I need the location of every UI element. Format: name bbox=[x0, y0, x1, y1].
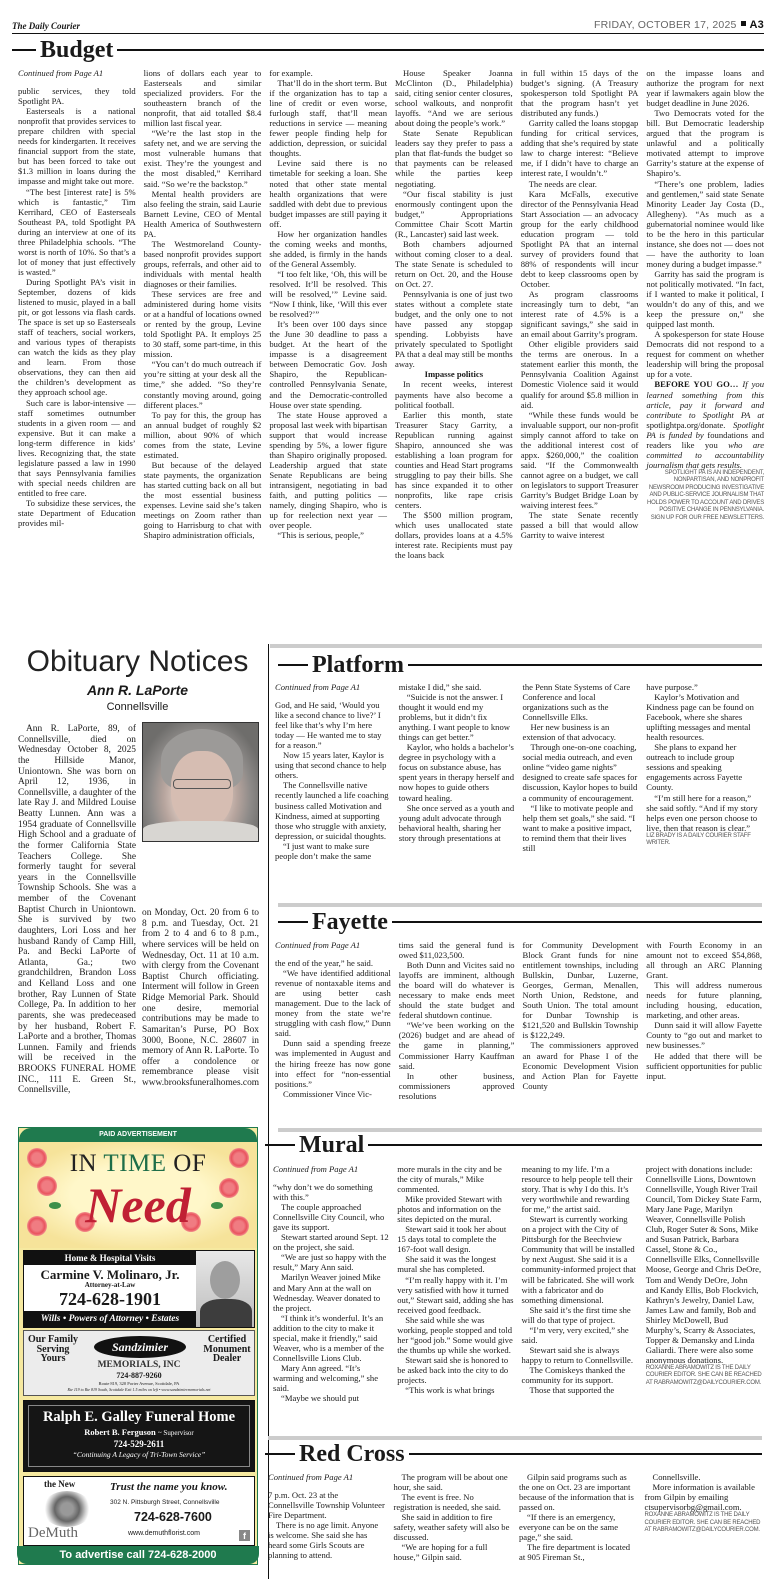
article-paragraph: Other eligible providers said the terms are onerous. In a statement earlier this month, the Pennsylvania Coalition Against Domestic Violence said it would qualify for around $5.8 million in aid. bbox=[520, 339, 639, 410]
demuth-phone: 724-628-7600 bbox=[134, 1510, 212, 1524]
advertise-call: To advertise call 724-628-2000 bbox=[17, 1546, 259, 1564]
facebook-icon: f bbox=[239, 1530, 250, 1541]
article-paragraph: “I think it’s wonderful. It’s an addition to the city to make it special, make it friendly,” said Weaver, who is a member of the Connellsville Lions Club. bbox=[273, 1312, 384, 1363]
article-column bbox=[646, 682, 762, 892]
sandzimier-logo: Sandzimier bbox=[94, 1336, 186, 1358]
demuth-address: 302 N. Pittsburgh Street, Connellsville bbox=[110, 1499, 220, 1506]
article-paragraph: Two Democrats voted for the bill. But Democratic leadership argued that the program is unlawful and a politically motivated attempt to improve Garrity’s stature at the expense of Shapiro’s. bbox=[646, 108, 765, 179]
article-paragraph: Mary Ann agreed. “It’s warming and welcoming,” she said. bbox=[273, 1362, 379, 1393]
article-paragraph: “Suicide is not the answer. I thought it would end my problems, but it didn’t fix anything. I want people to know things can get better.” bbox=[398, 692, 510, 743]
galley-supervisor: Robert B. Ferguson ~ Supervisor bbox=[84, 1427, 194, 1437]
article-paragraph: But because of the delayed state payments, the organization has started cutting back on all but the most essential business expenses. Levine said she’s taken meetings on Zoom rather than going to Harrisburg to chat with Shapiro administration officials, bbox=[143, 459, 262, 541]
article-paragraph: “While these funds would be invaluable support, our non-profit simply cannot afford to take on the additional interest cost of appx. $260,000,” the coalition said. “If the Commonwealth cannot agree on a budget, we call on legislators to support Treasurer Garrity’s Budget Bridge Loan by waiving interest fees.” bbox=[520, 409, 639, 511]
article-paragraph: meaning to my life. I’m a resource to help people tell their story. That is why I do this. It’s very worthwhile and rewarding for me,” the artist said. bbox=[521, 1164, 633, 1215]
article-column bbox=[523, 682, 639, 892]
article-paragraph: Both chambers adjourned without coming closer to a deal. The state Senate is scheduled to return on Oct. 20, and the House on Oct. 27. bbox=[395, 238, 513, 289]
article-paragraph: Commissioner Vince Vic- bbox=[283, 1088, 372, 1099]
demuth-florist-ad bbox=[23, 1476, 255, 1546]
article-column bbox=[395, 68, 513, 628]
article-column bbox=[522, 1164, 638, 1419]
article-paragraph: “I like to motivate people and help them set goals,” she said. “I want to make a positive impact, to remind them that their lives still bbox=[522, 802, 636, 853]
sandzimier-slogan: Our Family Serving Yours bbox=[27, 1334, 79, 1364]
article-paragraph: The event is free. No registration is needed, she said. bbox=[393, 1492, 501, 1513]
article-paragraph: Mike provided Stewart with photos and information on the sites depicted on the mural. bbox=[397, 1194, 502, 1225]
platform-header bbox=[278, 653, 762, 677]
article-paragraph: Dunn said it will allow Fayette County to “go out and market to new businesses.” bbox=[646, 1020, 762, 1051]
article-column bbox=[275, 682, 391, 892]
article-paragraph: The Westmoreland County-based nonprofit provides support groups, referrals, and other aid to individuals with mental health diagnoses or their families. bbox=[143, 238, 262, 289]
article-paragraph: “We are hoping for a full house,” Gilpin said. bbox=[393, 1542, 488, 1563]
article-column bbox=[521, 68, 639, 628]
paid-advertisement bbox=[18, 1127, 258, 1565]
article-paragraph: “The best [interest rate] is 5% which is fantastic,” Tim Kerrihard, CEO of Easterseals Southeast PA, told Spotlight PA during an interview at one of its three Philadelphia schools. “The worst is north of 10%. So that’s a lot of money that just effectively is wasted.” bbox=[18, 186, 136, 277]
obituary-text-left: Ann R. LaPorte, 89, of Connellsville, died on Wednesday October 8, 2025 the Hillside Manor, Uniontown. She was born on April 12, 1936, in Connellsville, a daughter of the late Ray J. and Mildred Louise Beatty Lunnen. Ann was a 1954 graduate of Connellsville High School and a graduate of the former California State Teachers College. She formerly taught for several years in the Connellsville Township Schools. She was a member of the Covenant Baptist Church in Uniontown. She is survived by two daughters, Lori Loss and her husband Randy of Camp Hill, Pa. and Becki LaPorte of Atlanta, Ga.; two grandchildren, Brandon Loss and Kelland Loss and one brother, Ray Lunnen of State College, Pa. In addition to her parents, she was predeceased by her husband, Robert F. LaPorte and a brother, Thomas Lunnen. Family and friends will be received in the BROOKS FUNERAL HOME INC., 111 E. Green St., Connellsville, bbox=[18, 724, 136, 1096]
sandzimier-company: MEMORIALS, INC bbox=[97, 1360, 181, 1370]
continued-from-label: Continued from Page A1 bbox=[275, 682, 361, 692]
article-paragraph: “I’m very, very excited,” she said. bbox=[521, 1324, 629, 1345]
article-paragraph: She said it was the longest mural she has completed. bbox=[397, 1254, 497, 1275]
flower-bouquet-icon bbox=[42, 1491, 92, 1527]
mural-header bbox=[265, 1133, 762, 1157]
article-paragraph: The $500 million program, which uses unallocated state dollars, provides loans at a 4.5% interest rate. Recipients must pay the loans back bbox=[395, 510, 513, 561]
article-paragraph: “If there is an emergency, everyone can be on the same page,” she said. bbox=[519, 1512, 619, 1543]
article-paragraph: The couple approached Connellsville City Council, who gave its support. bbox=[273, 1202, 385, 1233]
spotlight-pa-credit: SPOTLIGHT PA IS AN INDEPENDENT, NONPARTISAN, AND NONPROFIT NEWSROOM PRODUCING INVESTIGATIVE AND PUBLIC-SERVICE JOURNALISM THAT HOLDS POWER TO ACCOUNT AND DRIVES POSITIVE CHANGE IN PENNSYLVANIA. SIGN UP FOR OUR FREE NEWSLETTERS. bbox=[646, 469, 765, 521]
article-paragraph: Those that supported the bbox=[529, 1385, 615, 1396]
red-cross-header bbox=[265, 1442, 762, 1466]
article-paragraph: project with donations include: Connellsville Lions, Downtown Connellsville, Yough River Trail Council, Tom Dickey State Farm, Mary Jane Page, Marilyn Weaver, Connellsville Polish Club, Roger Suter & Sons, Mike and Susan Patrick, Barbara Cassel, Stone & Co., Connellsville Elks, Connellsville Moose, George and Chris DeOre, Tom and Wendy DeOre, John and Kandy Ellis, Bob Flockvich, Kathryn’s Jewelry, Daniel Law, James Law and family, Bob and Shirley McDowell, Bud Murphy’s, Scarry & Associates, Topper & Demansky and Linda Galiardi. There were also some anonymous donations. bbox=[645, 1164, 762, 1365]
article-paragraph: lions of dollars each year to Easterseals and similar specialized providers. For the southeastern branch of the nonprofit, that aid totalled $8.4 million last fiscal year. bbox=[143, 68, 262, 129]
article-paragraph: This will address numerous needs for future planning, including housing, education, marketing, and other areas. bbox=[646, 980, 762, 1021]
article-column bbox=[394, 1472, 512, 1572]
molinaro-phone: 724-628-1901 bbox=[59, 1289, 161, 1309]
article-paragraph: have purpose.” bbox=[646, 682, 698, 692]
article-paragraph: A spokesperson for state House Democrats did not respond to a request for comment on whether leadership will bring the proposal up for a vote. bbox=[646, 329, 765, 380]
article-column bbox=[144, 68, 262, 628]
section-divider bbox=[268, 1436, 762, 1440]
article-column bbox=[269, 68, 387, 628]
obituary-section-title: Obituary Notices bbox=[26, 645, 249, 678]
article-column bbox=[646, 1164, 762, 1419]
galley-phone: 724-529-2611 bbox=[113, 1439, 165, 1449]
article-paragraph: 7 p.m. Oct. 23 at the Connellsville Township Volunteer Fire Department. bbox=[268, 1490, 385, 1521]
budget-title: Budget bbox=[40, 37, 114, 63]
sandzimier-certified: Certified Monument Dealer bbox=[203, 1334, 251, 1364]
article-paragraph: “why don’t we do something with this.” bbox=[273, 1182, 373, 1203]
article-column bbox=[268, 1472, 386, 1572]
article-paragraph: Mental health providers are also feeling the strain, said Laurie Barnett Levine, CEO of Mental Health America of Southwestern PA. bbox=[143, 188, 262, 239]
article-paragraph: Stewart said it took her about 15 days total to complete the 167-foot wall design. bbox=[397, 1224, 507, 1255]
ad-headline: IN TIME OF bbox=[69, 1150, 207, 1177]
article-paragraph: with Fourth Economy in an amount not to exceed $54,868, all through an ARC Planning Grant. bbox=[646, 940, 762, 981]
article-paragraph: Earlier this month, state Treasurer Stacy Garrity, a Republican running against Shapiro, announced she was establishing a loan program for counties and Head Start programs struggling to pay their bills. She has since expanded it to other nonprofits, like rape crisis centers. bbox=[395, 409, 513, 511]
fayette-title: Fayette bbox=[312, 909, 388, 935]
article-paragraph: for Community Development Block Grant funds for nine entitlement townships, including Bullskin, Dunbar, Luzerne, Georges, German, Menallen, North Union, Redstone, and South Union. The total amount for Dunbar Township is $121,520 and Bullskin Township is $122,249. bbox=[522, 940, 639, 1041]
article-column bbox=[646, 940, 762, 1115]
article-paragraph: “There’s one problem, ladies and gentlemen,” said state Senate Minority Leader Jay Costa (D., Allegheny). “As much as a gubernatorial nominee would like to be the hero in this particular instance, she does not — does not — have the authority to loan money during a budget impasse.” bbox=[646, 178, 765, 269]
author-credit: ROXANNE ABRAMOWITZ IS THE DAILY COURIER EDITOR. SHE CAN BE REACHED AT RABRAMOWITZ@DAILYCOURIER.COM. bbox=[645, 1364, 762, 1386]
article-paragraph: Stewart said she is always happy to return to Connellsville. bbox=[521, 1344, 633, 1365]
mural-article bbox=[273, 1164, 762, 1419]
article-paragraph: Stewart is currently working on a project with the City of Pittsburgh for the Beechview Community that will be installed by next August. She said it is a community-informed project that will be fabricated. She will work with a fabricator and do something dimensional. bbox=[521, 1214, 637, 1305]
article-paragraph: “I’m still here for a reason,” she said softly. “And if my story helps even one person choose to live, then that reason is clear.” bbox=[646, 792, 758, 833]
article-paragraph: The commissioners approved an award for Phase I of the Economic Development Vision and Action Plan for Fayette County bbox=[522, 1040, 639, 1091]
sandzimier-ad bbox=[23, 1330, 255, 1396]
article-column bbox=[519, 1472, 637, 1572]
article-paragraph: More information is available from Gilpin by emailing ctsupervisorbg@gmail.com. bbox=[644, 1482, 755, 1513]
article-paragraph: “We’re the last stop in the safety net, and we are serving the most vulnerable humans that exist. They’re the youngest and the most disabled,” Kerrihard said. “So we’re the backstop.” bbox=[143, 128, 262, 189]
galley-tagline: “Continuing A Legacy of Tri-Town Service” bbox=[72, 1450, 206, 1459]
article-paragraph: “You can’t do much outreach if you’re sitting at your desk all the time,” she added. “So they’re constantly moving around, going different places.” bbox=[143, 359, 262, 410]
article-subhead: Impasse politics bbox=[424, 369, 484, 380]
article-paragraph: “This work is what brings bbox=[405, 1385, 495, 1396]
author-credit: ROXANNE ABRAMOWITZ IS THE DAILY COURIER EDITOR. SHE CAN BE REACHED AT RABRAMOWITZ@DAILYCOURIER.COM. bbox=[644, 1512, 761, 1534]
demuth-the-new: the New bbox=[44, 1479, 76, 1489]
article-paragraph: “We’ve been working on the (2026) budget and are ahead of the game in planning,” Commissioner Harry Kauffman said. bbox=[398, 1020, 515, 1071]
article-column bbox=[397, 1164, 513, 1419]
before-you-go-note: BEFORE YOU GO… If you learned something from this article, pay it forward and contribute to Spotlight PA at spotlightpa.org/donate. Spotlight PA is funded by foundations and readers like you who are committed to accountability journalism that gets results. bbox=[646, 379, 765, 470]
article-column bbox=[273, 1164, 389, 1419]
article-paragraph: It’s been over 100 days since the June 30 deadline to pass a budget. At the heart of the impasse is a disagreement between Democratic Gov. Josh Shapiro, the Republican-controlled Pennsylvania Senate, and the Democratic-controlled House over state spending. bbox=[269, 319, 388, 410]
article-column bbox=[18, 68, 136, 628]
article-paragraph: mistake I did,” she said. bbox=[398, 682, 482, 692]
article-paragraph: That’ll do in the short term. But if the organization has to tap a line of credit or even worse, furlough staff, that’ll mean reductions in service — meaning fewer people finding help for addiction, depression, or suicidal thoughts. bbox=[269, 78, 388, 159]
article-column bbox=[645, 1472, 763, 1572]
article-paragraph: God, and He said, ‘Would you like a second chance to live?’ I feel like that’s why I’m here today — He wanted me to stay for a reason.” bbox=[275, 700, 382, 751]
article-paragraph: The fire department is located at 905 Fireman St., bbox=[519, 1542, 631, 1563]
header-rule bbox=[117, 49, 764, 51]
article-paragraph: Kaylor, who holds a bachelor’s degree in psychology with a focus on substance abuse, has spent years in therapy herself and now hopes to guide others toward healing. bbox=[398, 742, 515, 803]
red-cross-article bbox=[268, 1472, 762, 1572]
article-paragraph: “We have identified additional revenue of nontaxable items and are using better cash management. Due to the lack of money from the state we’re struggling with cash flow,” Dunn said. bbox=[275, 968, 391, 1039]
donate-link[interactable]: spotlightpa.org/donate. bbox=[646, 419, 726, 430]
molinaro-banner: Home & Hospital Visits bbox=[24, 1251, 196, 1265]
article-paragraph: Kaylor’s Motivation and Kindness page can be found on Facebook, where she shares uplifting messages and mental health resources. bbox=[646, 692, 754, 743]
molinaro-services: Wills • Powers of Attorney • Estates bbox=[24, 1311, 196, 1327]
article-column bbox=[275, 940, 391, 1115]
article-paragraph: In recent weeks, interest payments have also become a political football. bbox=[395, 379, 513, 410]
article-paragraph: Gilpin said programs such as the one on Oct. 23 are important because of the information that is passed on. bbox=[519, 1472, 634, 1513]
obituary-town: Connellsville bbox=[106, 701, 169, 713]
article-paragraph: The state House approved a proposal last week with bipartisan support that would increase spending by 5%, a lower figure than Shapiro originally proposed. Leadership argued that state Senate Republicans are being intransigent, negotiating in bad faith, and putting politics — namely, dinging Shapiro, who is up for reelection next year — over people. bbox=[269, 409, 388, 531]
issue-date: FRIDAY, OCTOBER 17, 2025 bbox=[594, 19, 737, 31]
article-paragraph: There is no age limit. Anyone is welcome. She said she has heard some Girls Scouts are planning to attend. bbox=[268, 1520, 379, 1561]
continued-from-label: Continued from Page A1 bbox=[268, 1472, 354, 1482]
article-paragraph: The Connellsville native recently launched a life coaching business called Motivation and Kindness, aimed at supporting those who struggle with anxiety, depression, or suicidal thoughts. bbox=[275, 780, 389, 841]
article-paragraph: She said while she was working, people stopped and told her “good job.” Some would give the thumbs up while she worked. bbox=[397, 1314, 513, 1355]
paper-name: The Daily Courier bbox=[12, 21, 81, 31]
obituary-name: Ann R. LaPorte bbox=[86, 682, 189, 698]
article-paragraph: on the impasse loans and authorize the program for next year if lawmakers again blow the budget deadline in June 2026. bbox=[646, 68, 765, 109]
fayette-article bbox=[275, 940, 762, 1115]
article-paragraph: Stewart started around Sept. 12 on the project, she said. bbox=[273, 1232, 389, 1253]
article-paragraph: As program classrooms increasingly turn to debt, “an interest rate of 4.5% is a significant savings,” she said in an email about Garrity’s program. bbox=[520, 289, 639, 340]
separator-square-icon bbox=[741, 21, 746, 26]
red-cross-title: Red Cross bbox=[299, 1441, 405, 1467]
article-paragraph: He added that there will be sufficient opportunities for public input. bbox=[646, 1050, 762, 1081]
article-paragraph: Easterseals is a national nonprofit that provides services to prepare children with special needs for kindergarten. It receives financial support from the state, but has been forced to take out $1.3 million in loans during the impasse and might take out more. bbox=[18, 106, 136, 187]
article-paragraph: the end of the year,” he said. bbox=[275, 958, 373, 969]
article-paragraph: Pennsylvania is one of just two states without a complete state budget, and the only one to not have passed any stopgap spending. Lobbyists have privately speculated to Spotlight PA that a deal may still be months away. bbox=[395, 289, 513, 370]
article-paragraph: Marilyn Weaver joined Mike and Mary Ann at the wall on Wednesday. Weaver donated to the project. bbox=[273, 1272, 381, 1313]
continued-from-label: Continued from Page A1 bbox=[275, 940, 361, 950]
article-paragraph: Such care is labor-intensive — staff sometimes outnumber students in a given room — and expensive. But it can make a long-term difference in kids’ lives. Recognizing that, the state legislature passed a law in 1990 that says Pennsylvania families with special needs children are entitled to free care. bbox=[18, 397, 136, 498]
article-paragraph: Dunn said a spending freeze was implemented in August and the hiring freeze has now gone into effect for “non-essential positions.” bbox=[275, 1038, 391, 1089]
article-paragraph: She said it’s the first time she will do that type of project. bbox=[521, 1304, 631, 1325]
article-paragraph: “This is serious, people,” bbox=[277, 530, 364, 541]
article-paragraph: In other business, commissioners approved resolutions bbox=[398, 1070, 515, 1101]
page-number: A3 bbox=[749, 19, 764, 31]
article-column bbox=[646, 68, 764, 628]
dateline bbox=[594, 19, 764, 31]
article-paragraph: “I too felt like, ‘Oh, this will be resolved. It’ll be resolved. This will be resolved,’” Levine said. “Now I think, like, ‘Will this ever be resolved?’” bbox=[269, 268, 388, 320]
sandzimier-directions: Rte 119 to Rte 819 South, Scottdale Exit 1.5 miles on left • www.sandzimiermemorials.net bbox=[67, 1387, 211, 1392]
article-paragraph: tims said the general fund is owed $11,023,500. bbox=[398, 940, 515, 961]
molinaro-photo bbox=[196, 1251, 254, 1327]
galley-funeral-home-ad bbox=[23, 1400, 255, 1472]
article-paragraph: in full within 15 days of the budget’s signing. (A Treasury spokesperson told Spotlight PA that the program hasn’t yet distributed any funds.) bbox=[520, 68, 639, 119]
continued-from-label: Continued from Page A1 bbox=[18, 68, 104, 78]
molinaro-name: Carmine V. Molinaro, Jr. bbox=[40, 1267, 180, 1282]
header-rule bbox=[12, 49, 36, 51]
budget-header bbox=[12, 38, 764, 62]
obituary-photo bbox=[142, 722, 259, 842]
article-paragraph: These services are free and administered during home visits or at a handful of locations owned or rented by the group, Levine told Spotlight PA. It employs 25 to 30 staff, some part-time, in this mission. bbox=[143, 289, 262, 360]
article-paragraph: Garrity has said the program is not politically motivated. “In fact, if I wanted to make it political, I wouldn’t do any of this, and we keep the pressure on,” she quipped last month. bbox=[646, 268, 765, 330]
article-paragraph: “Maybe we should put bbox=[281, 1393, 360, 1404]
article-paragraph: Kara McFalls, executive director of the Pennsylvania Head Start Association — an advocacy group for the early childhood education program — told Spotlight PA that an internal survey of providers found that 88% of respondents will incur debt to keep classrooms open by October. bbox=[520, 188, 639, 289]
article-paragraph: “We are just so happy with the result,” Mary Ann said. bbox=[273, 1252, 387, 1273]
demuth-logo: DeMuth bbox=[28, 1525, 78, 1541]
article-paragraph: for example. bbox=[269, 68, 313, 78]
molinaro-ad bbox=[23, 1250, 255, 1328]
fayette-header bbox=[278, 910, 762, 934]
article-paragraph: the Penn State Systems of Care Conference and local organizations such as the Connellsville Elks. bbox=[522, 682, 631, 723]
ad-headline-need: Need bbox=[85, 1177, 191, 1233]
article-paragraph: Both Dunn and Vicites said no layoffs are imminent, although the board will do whatever is necessary to make ends meet should the state budget and federal shutdown continue. bbox=[398, 960, 515, 1021]
article-paragraph: During Spotlight PA’s visit in September, dozens of kids listened to music, played in a ball pit, or got lessons via flash cards. The space is set up so Easterseals staff of teachers, social workers, and various types of therapists can watch the kids as they play and learn. From those observations, they can then aid the children’s development as they approach school age. bbox=[18, 276, 136, 398]
article-column bbox=[399, 682, 515, 892]
sandzimier-phone: 724-887-9260 bbox=[116, 1371, 162, 1380]
mural-title: Mural bbox=[299, 1132, 365, 1158]
article-paragraph: Her new business is an extension of that advocacy. bbox=[522, 722, 616, 743]
author-credit: LIZ BRADY IS A DAILY COURIER STAFF WRITER. bbox=[646, 832, 751, 847]
article-paragraph: more murals in the city and be the city of murals,” Mike commented. bbox=[397, 1164, 502, 1195]
platform-title: Platform bbox=[312, 652, 404, 678]
article-paragraph: To pay for this, the group has an annual budget of roughly $2 million, about 90% of which comes from the state, Levine estimated. bbox=[143, 409, 262, 460]
section-divider bbox=[278, 903, 762, 907]
article-paragraph: The program will be about one hour, she said. bbox=[393, 1472, 508, 1493]
article-paragraph: “I just want to make sure people don’t make the same bbox=[275, 840, 372, 861]
article-paragraph: “Our fiscal stability is just enormously contingent upon the budget,” Appropriations Committee Chair Scott Martin (R., Lancaster) said last week. bbox=[395, 188, 513, 239]
demuth-slogan: Trust the name you know. bbox=[110, 1481, 228, 1493]
platform-article bbox=[275, 682, 762, 892]
section-divider bbox=[270, 644, 762, 648]
article-paragraph: Through one-on-one coaching, social media outreach, and even online “video game nights” designed to create safe spaces for discussion, Kaylor hopes to build a community of encouragement. bbox=[522, 742, 638, 803]
article-paragraph: She once served as a youth and young adult advocate through behavioral health, sharing her story through presentations at bbox=[398, 802, 515, 843]
continued-from-label: Continued from Page A1 bbox=[273, 1164, 359, 1174]
sandzimier-address: Route 819, 320 Porter Avenue, Scottdale, PA bbox=[98, 1381, 180, 1386]
obituary-text-right: on Monday, Oct. 20 from 6 to 8 p.m. and Tuesday, Oct. 21 from 2 to 4 and 6 to 8 p.m., where services will be held on Wednesday, Oct. 11 at 10 a.m. with clergy from the Covenant Baptist Church officiating. Interment will follow in Green Ridge Memorial Park. Should one desire, memorial contributions may be made to Samaritan’s Purse, PO Box 3000, Boone, N.C. 28607 in memory of Ann R. LaPorte. To offer a condolence or remembrance please visit www.brooksfuneralhomes.com bbox=[142, 908, 260, 1088]
article-paragraph: “I’m really happy with it. I’m very satisfied with how it turned out,” Stewart said, adding she has received good feedback. bbox=[397, 1274, 514, 1315]
article-paragraph: Connellsville. bbox=[652, 1472, 701, 1482]
demuth-website[interactable]: www.demuthflorist.com bbox=[128, 1530, 200, 1537]
ad-label: PAID ADVERTISEMENT bbox=[19, 1128, 257, 1142]
article-paragraph: public services, they told Spotlight PA. bbox=[18, 86, 136, 107]
article-paragraph: The Comiskeys thanked the community for its support. bbox=[521, 1364, 626, 1385]
molinaro-role: Attorney-at-Law bbox=[84, 1281, 136, 1289]
ad-hero bbox=[19, 1142, 257, 1248]
masthead bbox=[12, 16, 764, 34]
article-paragraph: Stewart said she is honored to be asked back into the city to do projects. bbox=[397, 1354, 509, 1385]
article-paragraph: How her organization handles the coming weeks and months, she added, is firmly in the hands of the General Assembly. bbox=[269, 228, 388, 269]
article-paragraph: Levine said there is no timetable for seeking a loan. She noted that other state mental health organizations that were saddled with debt due to previous budget impasses are still paying it off. bbox=[269, 158, 388, 229]
article-paragraph: Now 15 years later, Kaylor is using that second chance to help others. bbox=[275, 750, 387, 781]
galley-name: Ralph E. Galley Funeral Home bbox=[42, 1409, 236, 1425]
article-paragraph: To subsidize these services, the state Department of Education provides mil- bbox=[18, 497, 136, 529]
article-paragraph: She plans to expand her outreach to include group sessions and speaking engagements across Fayette County. bbox=[646, 742, 743, 793]
article-column bbox=[399, 940, 515, 1115]
article-paragraph: She said in addition to fire safety, weather safety will also be discussed. bbox=[393, 1512, 510, 1543]
article-paragraph: The needs are clear. bbox=[528, 178, 597, 189]
budget-article bbox=[18, 68, 764, 628]
article-paragraph: State Senate Republican leaders say they prefer to pass a plan that flat-funds the budget so that payments can be released while the parties keep negotiating. bbox=[395, 128, 513, 189]
article-column bbox=[523, 940, 639, 1115]
article-paragraph: House Speaker Joanna McClinton (D., Philadelphia) said, citing senior center closures, school walkouts, and nonprofit layoffs. “And we are serious about doing the people’s work.” bbox=[395, 68, 513, 129]
article-paragraph: The state Senate recently passed a bill that would allow Garrity to waive interest bbox=[520, 510, 639, 541]
article-paragraph: Garrity called the loans stopgap funding for critical services, adding that she’s required by state law to charge interest: “Believe me, if I didn’t have to charge an interest rate, I wouldn’t.” bbox=[520, 118, 639, 179]
